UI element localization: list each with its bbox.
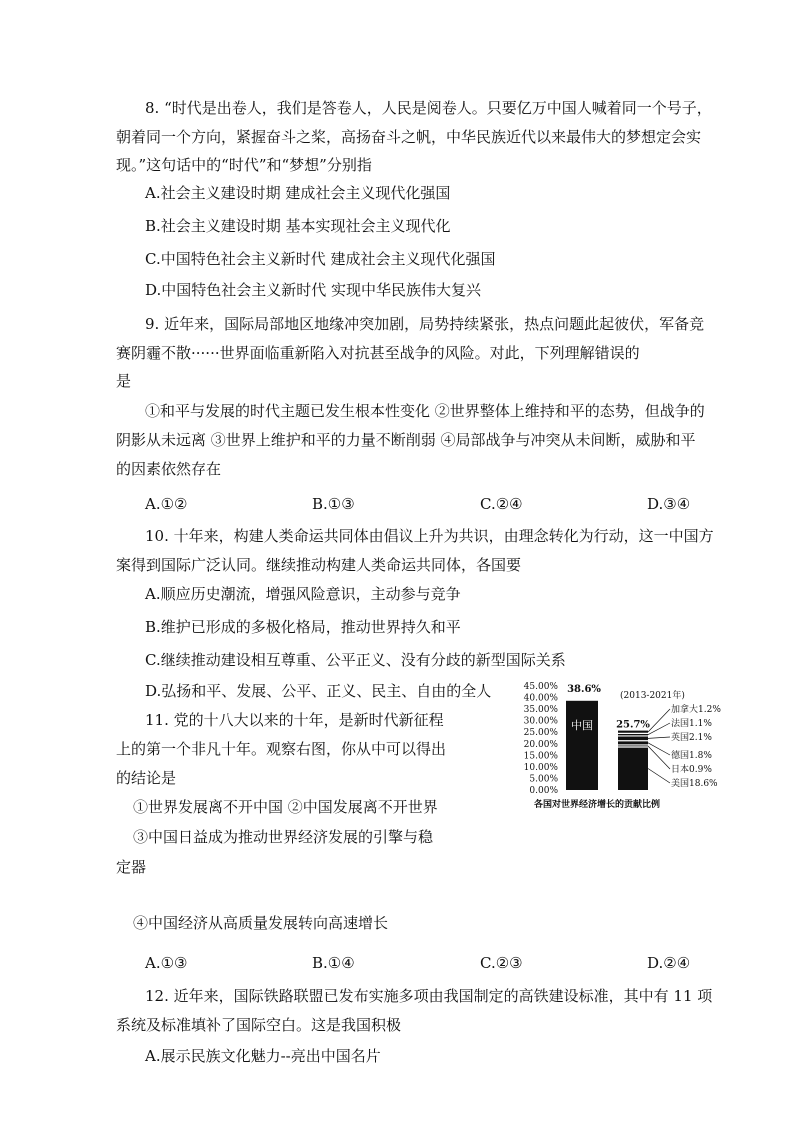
stack-label: 英国2.1% (671, 733, 712, 743)
q9-stem-line-1: 9. 近年来，国际局部地区地缘冲突加剧，局势持续紧张，热点问题此起彼伏，军备竞 (145, 315, 705, 333)
bar-china-inner-label: 中国 (571, 718, 593, 732)
stack-label: 德国1.8% (671, 751, 712, 761)
q8-option-c: C.中国特色社会主义新时代 建成社会主义现代化强国 (145, 250, 496, 268)
y-tick-label: 35.00% (523, 705, 558, 716)
stack-leader-line (648, 737, 670, 738)
q11-stem-line-3: 的结论是 (116, 769, 177, 787)
bar-others (618, 731, 648, 790)
q9-option-b: B.①③ (312, 495, 355, 513)
q12-stem-line-2: 系统及标准填补了国际空白。这是我国积极 (116, 1016, 402, 1034)
q12-option-a: A.展示民族文化魅力--亮出中国名片 (145, 1047, 381, 1065)
q8-stem-line-2: 朝着同一个方向，紧握奋斗之桨，高扬奋斗之帆，中华民族近代以来最伟大的梦想定会实 (116, 128, 702, 146)
y-tick-label: 25.00% (523, 728, 558, 739)
q11-items-line-4: ④中国经济从高质量发展转向高速增长 (133, 914, 389, 932)
y-tick-label: 20.00% (523, 739, 558, 750)
stack-leader-line (648, 746, 670, 769)
stack-leader-line (648, 769, 670, 783)
q8-option-a: A.社会主义建设时期 建成社会主义现代化强国 (145, 184, 451, 202)
q11-items-line-3: 定器 (116, 858, 147, 876)
y-tick-label: 0.00% (529, 786, 558, 796)
q9-items-line-3: 的因素依然存在 (116, 460, 222, 478)
q11-stem-line-2: 上的第一个非凡十年。观察右图，你从中可以得出 (116, 740, 447, 758)
q11-option-c: C.②③ (480, 954, 523, 972)
q11-option-a: A.①③ (145, 954, 188, 972)
q8-stem-line-3: 现。”这句话中的“时代”和“梦想”分别指 (116, 156, 372, 174)
q10-option-b: B.维护已形成的多极化格局，推动世界持久和平 (145, 618, 461, 636)
q9-option-a: A.①② (145, 495, 188, 513)
stack-label: 美国18.6% (671, 779, 718, 789)
q10-option-c: C.继续推动建设相互尊重、公平正义、没有分歧的新型国际关系 (145, 651, 566, 669)
q9-items-line-2: 阴影从未远离 ③世界上维护和平的力量不断削弱 ④局部战争与冲突从未间断，威胁和平 (116, 431, 696, 449)
q11-stem-line-1: 11. 党的十八大以来的十年，是新时代新征程 (145, 711, 444, 729)
bar-china (566, 701, 598, 790)
q8-stem-line-1: 8. “时代是出卷人，我们是答卷人，人民是阅卷人。只要亿万中国人喊着同一个号子， (145, 99, 712, 117)
q11-option-d: D.②④ (647, 954, 691, 972)
y-tick-label: 30.00% (523, 716, 558, 727)
contribution-chart (512, 680, 734, 815)
q11-items-line-1: ①世界发展离不开中国 ②中国发展离不开世界 (133, 798, 438, 816)
q10-stem-line-1: 10. 十年来，构建人类命运共同体由倡议上升为共识，由理念转化为行动，这一中国方 (145, 527, 714, 545)
q11-option-b: B.①④ (312, 954, 355, 972)
stack-label: 法国1.1% (671, 719, 712, 729)
q9-option-d: D.③④ (647, 495, 691, 513)
chart-period: (2013-2021年) (620, 691, 685, 701)
y-tick-label: 45.00% (523, 682, 558, 692)
bar-others-label: 25.7% (616, 719, 650, 731)
q9-stem-line-3: 是 (116, 372, 132, 390)
bar-china-label: 38.6% (567, 684, 601, 695)
y-tick-label: 5.00% (529, 774, 558, 785)
q9-stem-line-2: 赛阴霾不散······世界面临重新陷入对抗甚至战争的风险。对此，下列理解错误的 (116, 344, 640, 362)
q12-stem-line-1: 12. 近年来，国际铁路联盟已发布实施多项由我国制定的高铁建设标准，其中有 11 项 (145, 987, 713, 1005)
q9-option-c: C.②④ (480, 495, 523, 513)
q9-items-line-1: ①和平与发展的时代主题已发生根本性变化 ②世界整体上维持和平的态势，但战争的 (145, 402, 705, 420)
q8-option-b: B.社会主义建设时期 基本实现社会主义现代化 (145, 217, 451, 235)
q10-option-a: A.顺应历史潮流，增强风险意识，主动参与竞争 (145, 585, 461, 603)
q11-items-line-2: ③中国日益成为推动世界经济发展的引擎与稳 (133, 828, 434, 846)
q8-option-d: D.中国特色社会主义新时代 实现中华民族伟大复兴 (145, 281, 482, 299)
y-tick-label: 15.00% (523, 751, 558, 762)
stack-label: 加拿大1.2% (671, 705, 721, 715)
y-tick-label: 10.00% (523, 762, 558, 773)
stack-label: 日本0.9% (671, 765, 712, 775)
y-tick-label: 40.00% (523, 693, 558, 704)
q10-option-d: D.弘扬和平、发展、公平、正义、民主、自由的全人 (145, 682, 492, 700)
q10-stem-line-2: 案得到国际广泛认同。继续推动构建人类命运共同体，各国要 (116, 556, 522, 574)
chart-title: 各国对世界经济增长的贡献比例 (534, 800, 661, 810)
